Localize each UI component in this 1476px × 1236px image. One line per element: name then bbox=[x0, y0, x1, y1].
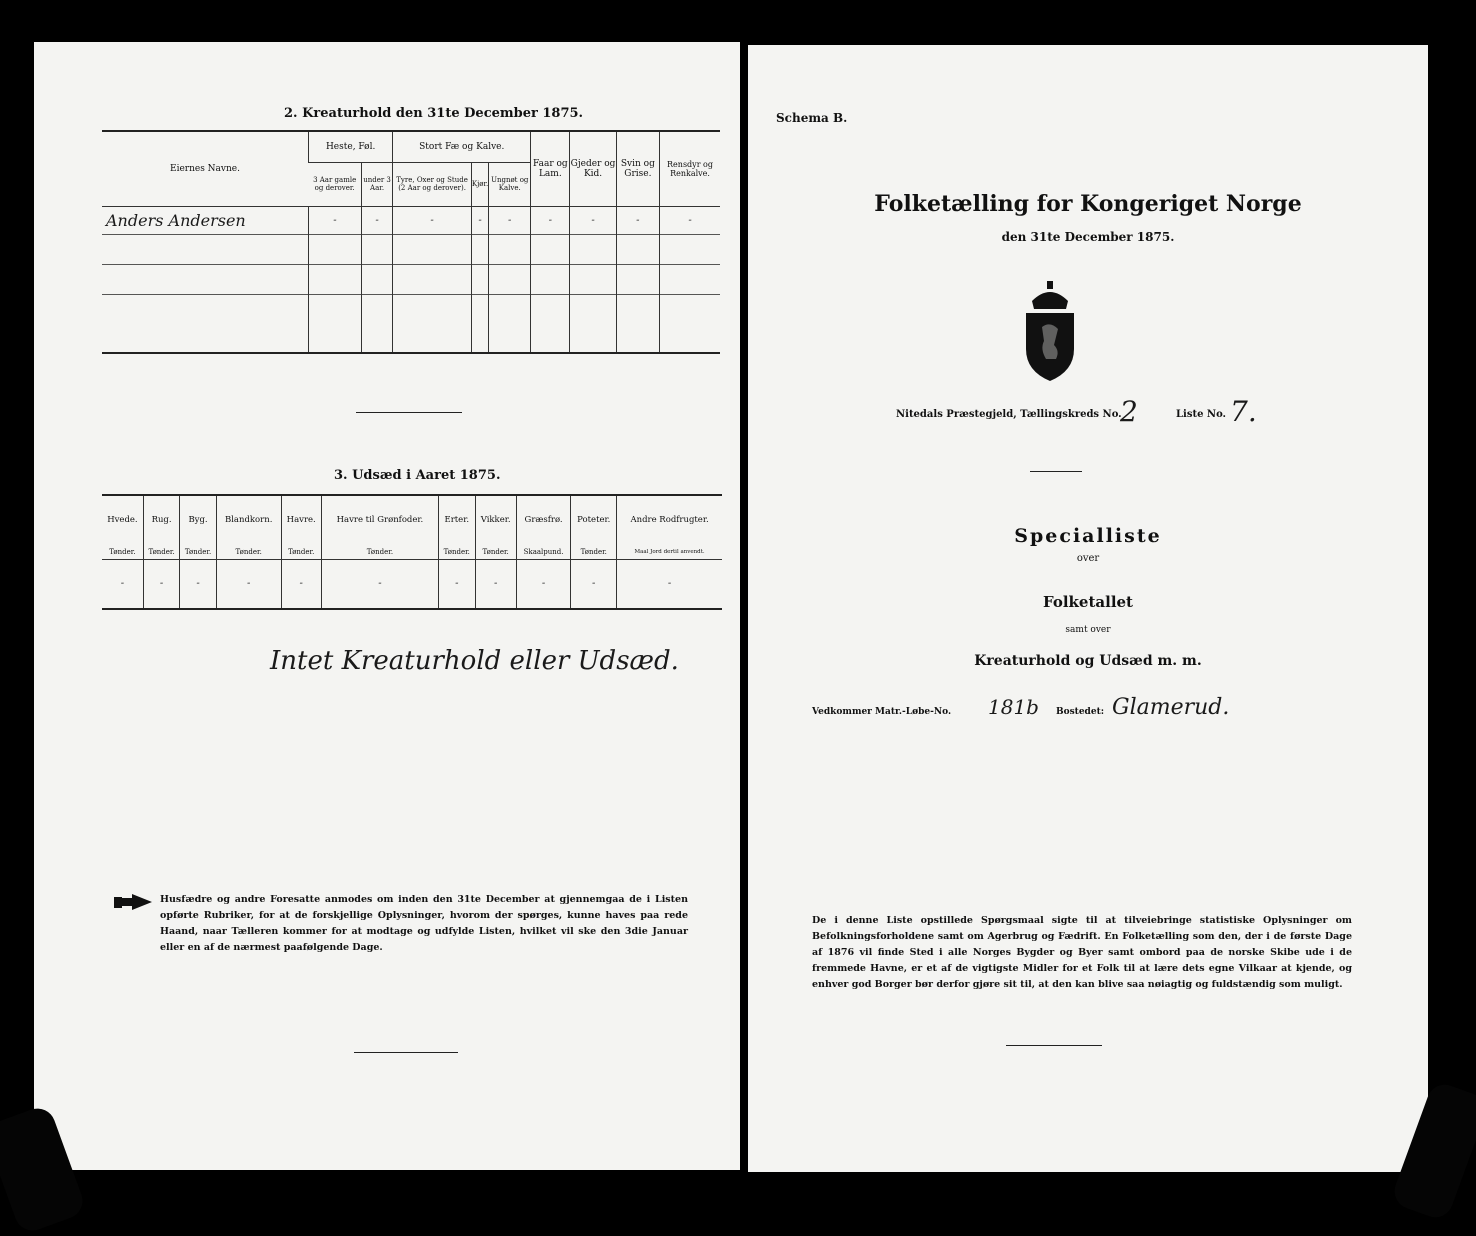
divider bbox=[1030, 471, 1082, 472]
col-header: Poteter. bbox=[571, 496, 617, 545]
bostedet-label: Bostedet: bbox=[1056, 707, 1105, 717]
col-header: Græsfrø. bbox=[516, 496, 571, 545]
unit-label: Tønder. bbox=[180, 545, 216, 559]
cell-value: - bbox=[309, 206, 362, 234]
samt-over: samt over bbox=[1065, 625, 1111, 635]
pointing-hand-icon bbox=[112, 892, 154, 918]
cell-value: - bbox=[471, 206, 488, 234]
section2-title: 2. Kreaturhold den 31te December 1875. bbox=[284, 106, 584, 121]
left-page bbox=[34, 42, 740, 1170]
owner-name: Anders Andersen bbox=[102, 206, 309, 234]
cell-value: - bbox=[180, 559, 216, 608]
census-date: den 31te December 1875. bbox=[1001, 230, 1175, 244]
col-header: Blandkorn. bbox=[216, 496, 281, 545]
table-row bbox=[102, 294, 720, 354]
unit-label: Tønder. bbox=[143, 545, 179, 559]
handwritten-note: Intet Kreaturhold eller Udsæd. bbox=[270, 646, 679, 676]
cell-value: - bbox=[660, 206, 720, 234]
unit-label: Tønder. bbox=[109, 547, 136, 556]
liste-number: 7. bbox=[1230, 395, 1257, 428]
cell-value: - bbox=[361, 206, 392, 234]
cell-value: - bbox=[102, 559, 143, 608]
cell-value: - bbox=[439, 559, 475, 608]
bottom-divider bbox=[1006, 1045, 1102, 1046]
parish-label: Nitedals Præstegjeld, Tællingskreds No. bbox=[896, 409, 1122, 420]
unit-label: Skaalpund. bbox=[516, 545, 571, 559]
cell-value: - bbox=[143, 559, 179, 608]
main-title: Folketælling for Kongeriget Norge bbox=[874, 191, 1302, 217]
unit-label: Tønder. bbox=[321, 545, 438, 559]
stort-b-header: Kjør. bbox=[471, 162, 488, 206]
cell-value: - bbox=[475, 559, 516, 608]
table2-bottom-rule bbox=[102, 352, 720, 354]
unit-label: Maal Jord dertil anvendt. bbox=[617, 545, 722, 559]
cell-value: - bbox=[531, 206, 570, 234]
col-header: Vikker. bbox=[475, 496, 516, 545]
divider bbox=[356, 412, 462, 413]
matr-number: 181b bbox=[988, 695, 1039, 719]
bottom-divider bbox=[354, 1052, 458, 1053]
kreaturhold-heading: Kreaturhold og Udsæd m. m. bbox=[974, 653, 1202, 669]
footnote: Husfædre og andre Foresatte anmodes om inden den 31te December at gjennemgaa de i Listen opførte Rubriker, for at de forskjellige Oplysninger, hvorom der spørges, kunne haves paa rede Haand, naar Tælleren kommer for at modtage og udfylde Listen, hvilket vil ske den 3die Januar eller en af de nærmest paafølgende Dage. bbox=[160, 894, 688, 953]
section3-title: 3. Udsæd i Aaret 1875. bbox=[334, 468, 501, 483]
unit-label: Tønder. bbox=[475, 545, 516, 559]
cell-value: - bbox=[616, 206, 659, 234]
unit-label: Tønder. bbox=[216, 545, 281, 559]
stort-a-header: Tyre, Oxer og Stude (2 Aar og derover). bbox=[393, 162, 472, 206]
matr-label: Vedkommer Matr.-Løbe-No. bbox=[812, 707, 952, 717]
cell-value: - bbox=[489, 206, 531, 234]
stort-c-header: Ungnøt og Kalve. bbox=[489, 162, 531, 206]
col-header: Havre. bbox=[281, 496, 321, 545]
heste-a-header: 3 Aar gamle og derover. bbox=[309, 162, 362, 206]
table-row bbox=[102, 559, 722, 608]
over-text: over bbox=[1076, 553, 1100, 564]
unit-label: Tønder. bbox=[571, 545, 617, 559]
heste-header: Heste, Føl. bbox=[309, 132, 393, 162]
table3-bottom-rule bbox=[102, 608, 722, 610]
cell-value: - bbox=[570, 206, 616, 234]
unit-label: Tønder. bbox=[281, 545, 321, 559]
heste-b-header: under 3 Aar. bbox=[361, 162, 392, 206]
specialliste-heading: Specialliste bbox=[1014, 525, 1162, 547]
owner-header: Eiernes Navne. bbox=[170, 163, 240, 174]
right-page bbox=[748, 45, 1428, 1172]
cell-value: - bbox=[571, 559, 617, 608]
cell-value: - bbox=[617, 559, 722, 608]
table-row bbox=[102, 234, 720, 264]
gjeder-header: Gjeder og Kid. bbox=[570, 132, 616, 206]
rensdyr-header: Rensdyr og Renkalve. bbox=[660, 132, 720, 206]
kreds-number: 2 bbox=[1120, 395, 1138, 428]
col-header: Hvede. bbox=[107, 515, 138, 526]
sowing-table bbox=[102, 496, 722, 608]
table-row bbox=[102, 206, 720, 234]
col-header: Havre til Grønfoder. bbox=[321, 496, 438, 545]
stort-header: Stort Fæ og Kalve. bbox=[393, 132, 531, 162]
col-header: Erter. bbox=[439, 496, 475, 545]
col-header: Byg. bbox=[180, 496, 216, 545]
cell-value: - bbox=[393, 206, 472, 234]
faar-header: Faar og Lam. bbox=[531, 132, 570, 206]
cell-value: - bbox=[216, 559, 281, 608]
cell-value: - bbox=[516, 559, 571, 608]
folketallet: Folketallet bbox=[1043, 593, 1133, 611]
liste-label: Liste No. bbox=[1176, 409, 1227, 420]
unit-label: Tønder. bbox=[439, 545, 475, 559]
svin-header: Svin og Grise. bbox=[616, 132, 659, 206]
table-row bbox=[102, 264, 720, 294]
info-paragraph: De i denne Liste opstillede Spørgsmaal sigte til at tilveiebringe statistiske Oplysninger om Befolkningsforholdene samt om Agerbrug og Fædrift. En Folketælling som den, der i de første Dage af 1876 vil finde Sted i alle Norges Bygder og Byer samt ombord paa de norske Skibe ude i de fremmede Havne, er et af de vigtigste Midler for et Folk til at lære dets egne Vilkaar at kjende, og enhver god Borger bør derfor gjøre sit til, at den kan blive saa nøiagtig og fuldstændig som muligt. bbox=[812, 915, 1352, 990]
cell-value: - bbox=[321, 559, 438, 608]
norway-coat-of-arms-icon bbox=[1018, 279, 1082, 389]
bostedet-value: Glamerud. bbox=[1112, 695, 1230, 720]
livestock-table bbox=[102, 132, 720, 354]
col-header: Rug. bbox=[143, 496, 179, 545]
cell-value: - bbox=[281, 559, 321, 608]
col-header: Andre Rodfrugter. bbox=[617, 496, 722, 545]
schema-label: Schema B. bbox=[776, 111, 848, 125]
